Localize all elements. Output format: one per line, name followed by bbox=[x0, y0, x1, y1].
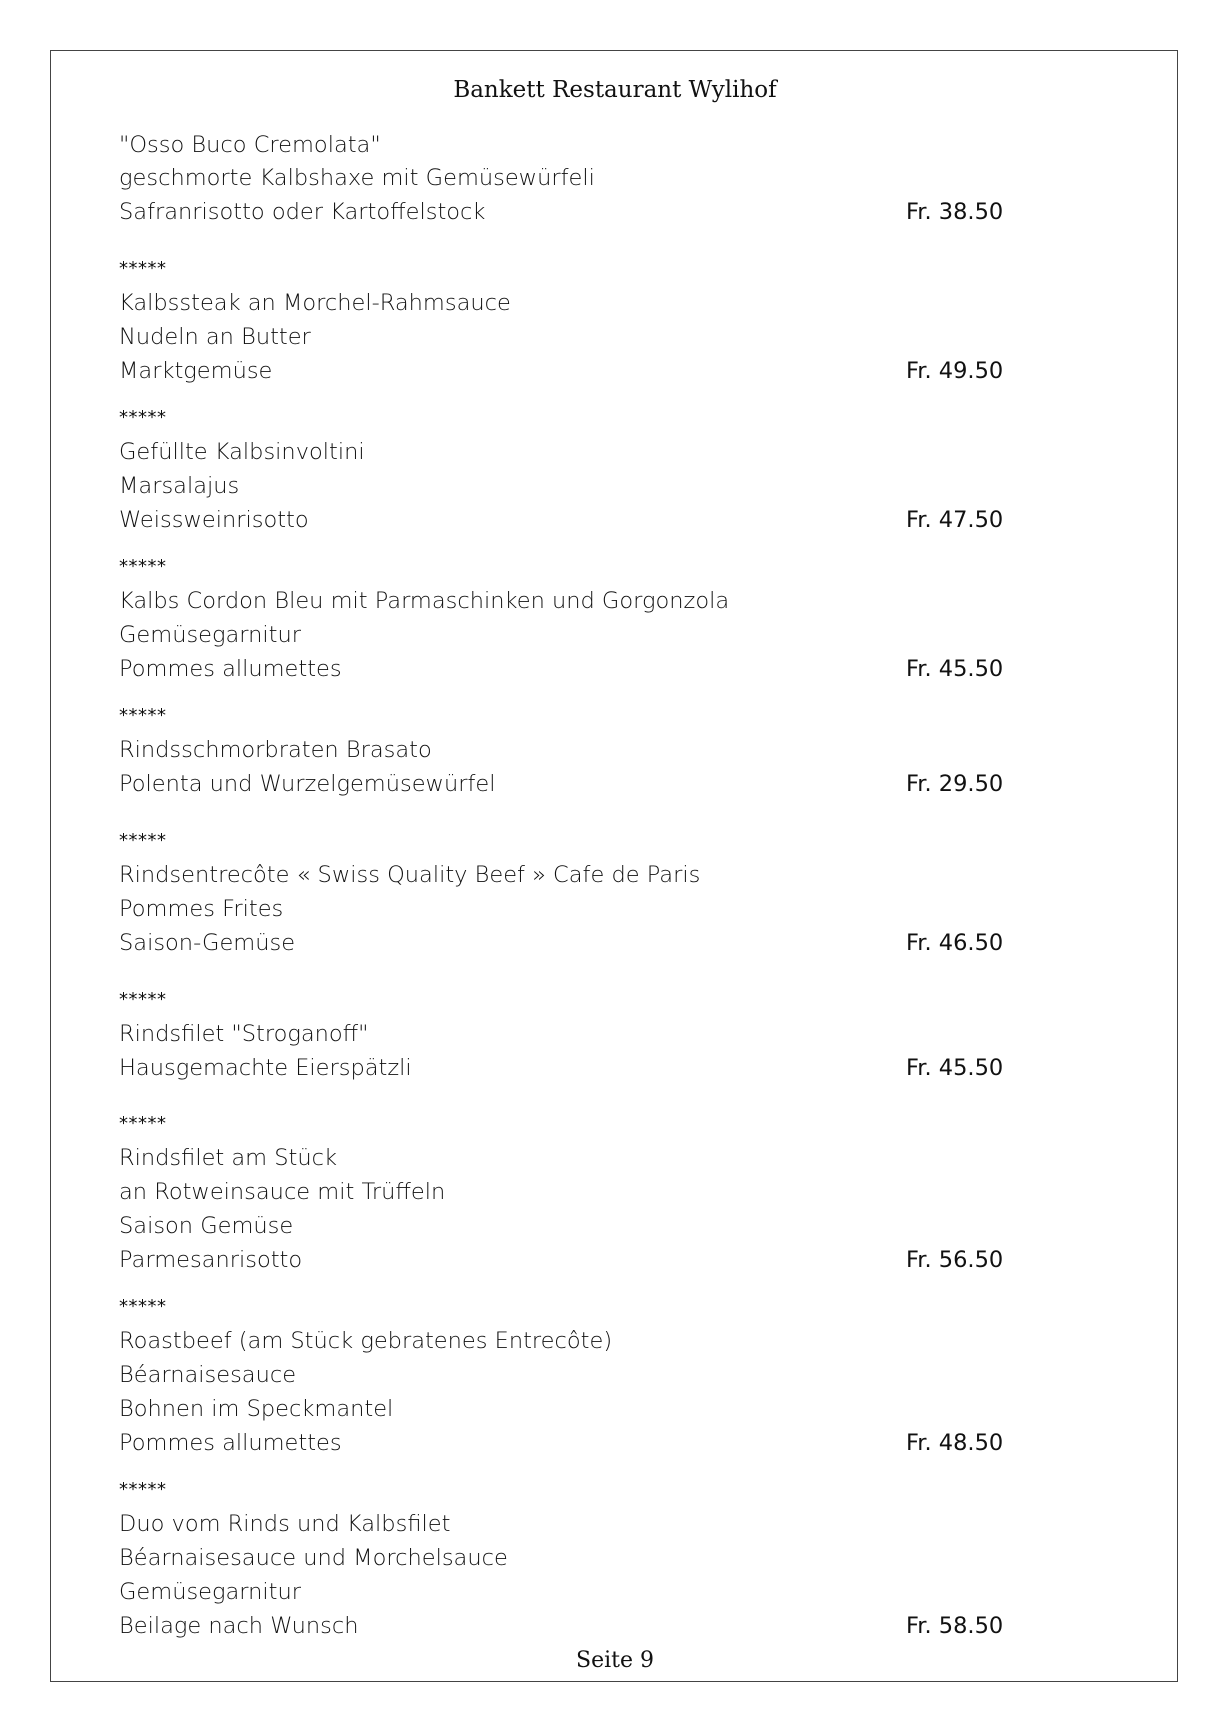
dish-9-line-2: Béarnaisesauce bbox=[119, 1362, 297, 1388]
separator-2: ***** bbox=[119, 407, 167, 428]
dish-6-line-2: Pommes Frites bbox=[119, 896, 284, 922]
dish-8-line-4: Parmesanrisotto bbox=[119, 1247, 303, 1273]
dish-4-line-3: Pommes allumettes bbox=[119, 656, 342, 682]
dish-3-price: Fr. 47.50 bbox=[906, 507, 1004, 533]
dish-4-line-2: Gemüsegarnitur bbox=[119, 622, 302, 648]
dish-2-price: Fr. 49.50 bbox=[906, 358, 1004, 384]
dish-10-line-1: Duo vom Rinds und Kalbsfilet bbox=[119, 1511, 451, 1537]
page-number: Seite 9 bbox=[576, 1648, 654, 1673]
dish-4-price: Fr. 45.50 bbox=[906, 656, 1004, 682]
dish-2-line-3: Marktgemüse bbox=[119, 358, 273, 384]
dish-9-price: Fr. 48.50 bbox=[906, 1430, 1004, 1456]
dish-9-line-4: Pommes allumettes bbox=[119, 1430, 342, 1456]
separator-6: ***** bbox=[119, 989, 167, 1010]
dish-5-price: Fr. 29.50 bbox=[906, 771, 1004, 797]
separator-9: ***** bbox=[119, 1479, 167, 1500]
dish-5-line-1: Rindsschmorbraten Brasato bbox=[119, 737, 432, 763]
dish-10-price: Fr. 58.50 bbox=[906, 1613, 1004, 1639]
separator-3: ***** bbox=[119, 556, 167, 577]
separator-8: ***** bbox=[119, 1296, 167, 1317]
dish-1-line-2: geschmorte Kalbshaxe mit Gemüsewürfeli bbox=[119, 165, 595, 191]
dish-8-line-3: Saison Gemüse bbox=[119, 1213, 294, 1239]
dish-2-line-1: Kalbssteak an Morchel-Rahmsauce bbox=[119, 290, 511, 316]
dish-3-line-1: Gefüllte Kalbsinvoltini bbox=[119, 439, 365, 465]
dish-6-price: Fr. 46.50 bbox=[906, 930, 1004, 956]
dish-10-line-4: Beilage nach Wunsch bbox=[119, 1613, 359, 1639]
dish-6-line-1: Rindsentrecôte « Swiss Quality Beef » Cafe de Paris bbox=[119, 862, 701, 888]
menu-page bbox=[50, 50, 1178, 1682]
dish-10-line-2: Béarnaisesauce und Morchelsauce bbox=[119, 1545, 508, 1571]
separator-1: ***** bbox=[119, 258, 167, 279]
dish-7-line-2: Hausgemachte Eierspätzli bbox=[119, 1055, 412, 1081]
dish-1-line-1: "Osso Buco Cremolata" bbox=[119, 132, 381, 158]
dish-1-price: Fr. 38.50 bbox=[906, 199, 1004, 225]
dish-2-line-2: Nudeln an Butter bbox=[119, 324, 311, 350]
dish-7-price: Fr. 45.50 bbox=[906, 1055, 1004, 1081]
dish-1-line-3: Safranrisotto oder Kartoffelstock bbox=[119, 199, 486, 225]
dish-10-line-3: Gemüsegarnitur bbox=[119, 1579, 302, 1605]
dish-4-line-1: Kalbs Cordon Bleu mit Parmaschinken und Gorgonzola bbox=[119, 588, 730, 614]
separator-7: ***** bbox=[119, 1113, 167, 1134]
dish-5-line-2: Polenta und Wurzelgemüsewürfel bbox=[119, 771, 496, 797]
dish-8-line-1: Rindsfilet am Stück bbox=[119, 1145, 338, 1171]
dish-8-price: Fr. 56.50 bbox=[906, 1247, 1004, 1273]
page-title: Bankett Restaurant Wylihof bbox=[453, 77, 777, 103]
dish-3-line-3: Weissweinrisotto bbox=[119, 507, 309, 533]
dish-9-line-3: Bohnen im Speckmantel bbox=[119, 1396, 394, 1422]
dish-9-line-1: Roastbeef (am Stück gebratenes Entrecôte) bbox=[119, 1328, 613, 1354]
separator-4: ***** bbox=[119, 705, 167, 726]
dish-7-line-1: Rindsfilet "Stroganoff" bbox=[119, 1021, 369, 1047]
dish-6-line-3: Saison-Gemüse bbox=[119, 930, 296, 956]
dish-3-line-2: Marsalajus bbox=[119, 473, 240, 499]
separator-5: ***** bbox=[119, 830, 167, 851]
dish-8-line-2: an Rotweinsauce mit Trüffeln bbox=[119, 1179, 446, 1205]
